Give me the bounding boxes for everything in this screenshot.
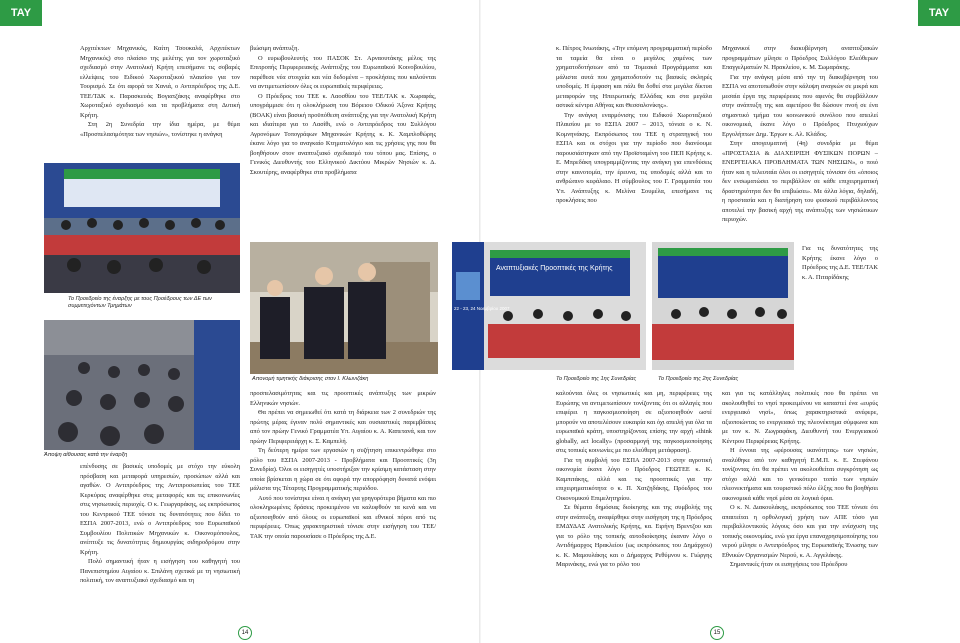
- paragraph: Θα πρέπει να σημειωθεί ότι κατά τη διάρκεια των 2 συνεδριών της πρώτης μέρας έγιναν πολύ σημαντικές και ουσιαστικές παρεμβάσεις από τον πρώην Γενικό Γραμματέα Υπ. Αιγαίου κ. Α. Καπετανά, και τον πρώην Περιφερειάρχη κ. Σ. Καμπελή.: [250, 409, 436, 445]
- paragraph: και για τις κατάλληλες πολιτικές που θα πρέπει να ακολουθηθεί το νησί προκειμένου να καταστεί ένα «ευρύς ενεργειακό νησί», όπως χαρακτηριστικά ανέφερε, αξιοποιώντας το ενεργειακό της πλεονέκτημα σύμφωνα και με τον κ. Ν. Ζωγραφάκη, Διευθυντή του Ενεργειακού Κέντρου Περιφέρειας Κρήτης.: [722, 390, 878, 445]
- photo-svg: [652, 242, 794, 370]
- screen-text: 22 - 23, 24 Νοεμβρίου 2007: [454, 306, 510, 311]
- caption-photo-4: Το Προεδρείο της 1ης Συνεδρίας: [556, 376, 637, 382]
- caption-photo-1: Το Προεδρείο της έναρξης με τους Προέδρους των ΔΕ των συμμετεχόντων Τμημάτων: [68, 296, 212, 310]
- page-number-left: 14: [238, 626, 252, 640]
- column-2-top: [250, 44, 436, 177]
- photo-award: [250, 242, 438, 374]
- photo-svg: [44, 320, 240, 450]
- paragraph: Αυτό που τονίστηκε είναι η ανάγκη για γρηγορότερα βήματα και πιο ολοκληρωμένες δράσεις προκειμένου να καλυφθούν τα κενά και να αξιοποιηθούν από όλους οι ευρωπαϊκοί και εθνικοί πόροι από τις περιφέρειες. Όπως χαρακτηριστικά τόνισε στην εισήγηση του ΤΕΕ/ΤΑΚ την οποία παρουσίασε ο Πρόεδρος της Δ.Ε.: [250, 494, 436, 540]
- paragraph: επένδυσης σε βασικές υποδομές με στόχο την εύκολη πρόσβαση και μεταφορά υπηρεσιών, προσώπων αλλά και αγαθών. Ο Αντιπρόεδρος της Αντιπροσωπείας του ΤΕΕ Κερκύρας αναφέρθηκε στις μεταφορές και τις επικοινωνίες στις νησιωτικές περιοχές. Ο κ. Γεωργαράκης, ως εκπρόσωπος του Κεντρικού ΤΕΕ τόνισε τις δυνατότητες που δίδει το ΕΣΠΑ 2007-2013, ενώ ο Αντιπρόεδρος του Ευρωπαϊκού Συμβουλίου Πολιτικών Μηχανικών κ. Οικονομόπουλος, ανέπτυξε τις δυνατότητες δημιουργίας σιδηροδρόμου στην Κρήτη.: [80, 463, 240, 556]
- column-4-narrow: [802, 244, 878, 282]
- column-1-top: [80, 44, 240, 139]
- section-tag-right: ΤΑΥ: [918, 0, 960, 26]
- paragraph: Στην απογευματινή (4η) συνεδρία με θέμα «ΠΡΟΣΤΑΣΙΑ & ΔΙΑΧΕΙΡΙΣΗ ΦΥΣΙΚΩΝ ΠΟΡΩΝ – ΕΝΕΡΓΕΙΑΚΑ ΠΡΟΒΛΗΜΑΤΑ ΤΩΝ ΝΗΣΙΩΝ», ο ποιό ήταν και η τελευταία όλοι οι εισηγητές τόνισαν ότι «όποιος δεν ενσωματώσει το περιβάλλον σε κάθε επιχειρηματική δραστηριότητα δεν θα επιβιώσει». Με άλλα λόγια, δηλαδή, η προστασία και η διατήρηση του φυσικού περιβάλλοντος αποτελεί την βασική αρχή της ανάπτυξης των νησιώτικων περιοχών.: [722, 140, 878, 223]
- paragraph: καλούνται όλες οι νησιωτικές και μη, περιφέρειες της Ευρώπης να αντιμετωπίσουν τονίζοντας ότι οι αλλαγές που επιφέρει η παγκοσμιοποίηση σε αξιοποιηθούν ωστέ μπορούν να αποτελέσουν ευκαιρία και όχι απειλή για όλα τα ευρωπαϊκά κράτη, υποστηρίζοντας επίσης την αρχή «think globally, act locally» (προσαρμογή της παγκοσμιοποίησης στις τοπικές κοινωνίες με πιο ελεύθερη μετάφραση).: [556, 390, 712, 454]
- photo-session-1: [452, 242, 646, 370]
- photo-presidium-opening: [44, 163, 240, 293]
- column-1-bottom: [80, 462, 240, 586]
- paragraph: Σε θέματα δημόσιας διοίκησης και της συμβολής της στην ανάπτυξη, αναφέρθηκε στην εισήγηση της η Πρόεδρος ΕΜΔΥΔΑΣ Ανατολικής Κρήτης, κα. Ειρήνη Βρεντζου και για το ρόλο της τοπικής αυτοδιοίκησης έκαναν λόγο ο Αντιδήμαρχος Ηρακλείου (ως εκπρόσωπος του Δημάρχου) κ. Κ. Μαμουλάκης και ο Δήμαρχος Ρεθύμνου κ. Γιώργης Μαρινάκης, ενώ για το ρόλο του: [556, 504, 712, 568]
- photo-session-2: [652, 242, 794, 370]
- section-tag-left: ΤΑΥ: [0, 0, 42, 26]
- paragraph: Την ανάγκη εναρμόνισης του Ειδικού Χωροταξικού Πλαισίου με το ΕΣΠΑ 2007 – 2013, τόνισε ο κ. Ν. Κομνηνάκης. Εκπρόσωπος του ΤΕΕ η στρατηγική του ΕΣΠΑ και οι στόχοι για την περίοδο που διανύουμε παρουσιάστηκαν από την Προϊσταμένη του ΠΕΠ Κρήτης κ. Ε. Μπρεδάκη υπογραμμίζοντας την ανάγκη για επενδύσεις στην καινοτομία, την έρευνα, τις υποδομές αλλά και το ανθρώπινο κεφάλαιο. Η σύμβουλος του Γ. Γραμματέα του Υπ. Ανάπτυξης κ. Μελίνα Σουμέλα, επεσήμανε τις προκλήσεις που: [556, 111, 712, 204]
- paragraph: Για τη συμβολή του ΕΣΠΑ 2007-2013 στην αγροτική οικονομία έκανε λόγο ο Πρόεδρος ΓΕΩΤΕΕ κ. Κ. Καμπιτάκης, αλλά και τις προοπτικές για την επιχειρηματικότητα ο κ. Π. Χατζηδάκης, Πρόεδρος του Οικονομικού Επιμελητηρίου.: [556, 456, 712, 502]
- paragraph: Πολύ σημαντική ήταν η εισήγηση του καθηγητή του Πανεπιστημίου Αιγαίου κ. Σπιλάνη σχετικά με τη νησιωτική πολιτική, τον αναπτυξιακό σχεδιασμό και τη: [80, 558, 240, 584]
- paragraph: Η έννοια της «φέρουσας ικανότητας» των νησιών, αναλύθηκε από τον καθηγητή Ε.Μ.Π. κ. Ε. Στεφάνου τονίζοντας ότι θα πρέπει να ακολουθείται συγκρότηση ως στόχο αλλά και το γενικότερο τοπίο των νησιών πλεονεκτήματα και τουριστικό πόλο έλξης που θα βοηθήσει οικονομικά κάθε νησί μέσα σε λογικά όρια.: [722, 447, 878, 502]
- banner-text: Αναπτυξιακές Προοπτικές της Κρήτης: [496, 265, 613, 272]
- paragraph: Αρχιτέκτων Μηχανικός, Καίτη Τσουκαλά, Αρχιτέκτων Μηχανικός) στο πλαίσιο της μελέτης για τον χωροταξικό σχεδιασμό στην Ανατολική Κρήτη επεσήμανε τις σοβαρές ελλείψεις του Ειδικού Χωροταξικού πλαισίου για τον Τουρισμό. Σε ότι αφορά τα Χανιά, ο Αντιπρόεδρος της Δ.Ε. ΤΕΕ/ΤΔΚ κ. Παρασκευάς Βογιατζάκης αναφέρθηκε στο Χωροταξικό σχεδιασμό και τα προβλήματα στη Δυτική Κρήτη.: [80, 45, 240, 119]
- paragraph: Για την ανάγκη μέσα από την τη διακυβέρνηση του ΕΣΠΑ να αποτυπωθούν στην κάλυψη αναγκών σε μικρά και μεσαία έργα της περιφέρειας που αφενός θα συμβάλλουν στην ανάπτυξη της και αφετέρου θα δώσουν πνοή σε ένα σημαντικό τμήμα του κοινωνικού συνόλου που απειλεί οικονομικά, έκανε λόγο ο Πρόεδρος Πτυχιούχων Εργολήπτων Δημ. Έργων κ. Αλ. Κλάδος.: [722, 73, 878, 138]
- paragraph: Για τις δυνατότητες της Κρήτης έκανε λόγο ο Πρόεδρος της Δ.Ε. ΤΕΕ/ΤΑΚ κ. Α. Πιταρίδάκης: [802, 245, 878, 281]
- caption-photo-2: Άποψη αίθουσας κατά την έναρξη: [44, 452, 128, 458]
- column-3-top: [556, 44, 712, 206]
- paragraph-highlight: κ. Πέτρος Ινιωτάκης, «Την επόμενη προγραμματική περίοδο τα ταμεία θα είναι ο μεγάλος χαμένος των χρηματοδοτήσεων από τα Τομεακά Προγράμματα και μάλιστα αυτά που χρηματοδοτούν τις βασικές σκληρές υποδομές. Η έμφαση και πάλι θα δοθεί στα μεγάλα δίκτυα μεταφορών της Ηπειρωτικής Ελλάδας και στα μεγάλα αστικά κέντρα Αθήνας και Θεσσαλονίκης».: [556, 45, 712, 109]
- page-number-right: 15: [710, 626, 724, 640]
- paragraph: Στη 2η Συνεδρία την ίδια ημέρα, με θέμα «Προσπελασιμότητα των νησιών», τονίστηκε η ανάγκη: [80, 121, 240, 138]
- column-2-bottom: [250, 389, 436, 541]
- photo-svg: [452, 242, 646, 370]
- paragraph: Τη δεύτερη ημέρα των εργασιών η συζήτηση επικεντρώθηκε στο ρόλο του ΕΣΠΑ 2007-2013 - Προβλήματα και Προοπτικές (3η Συνεδρία). Όλοι οι εισηγητές υποστήριξαν την κρίσιμη κατάσταση στην οποία βρίσκεται η χώρα σε ότι αφορά την απορρόφηση δυνατά ενόψει μάλιστα της Τέταρτης Προγραμματικής περιόδου.: [250, 447, 436, 492]
- caption-photo-5: Το Προεδρείο της 2ης Συνεδρίας: [658, 376, 739, 382]
- column-4-bottom: [722, 389, 878, 570]
- photo-audience: [44, 320, 240, 450]
- column-4-top: [722, 44, 878, 225]
- column-3-bottom: [556, 389, 712, 570]
- paragraph: Σημαντικές ήταν οι εισηγήσεις του Πρόεδρου: [730, 561, 848, 568]
- paragraph: Μηχανικοί στην διακυβέρνηση αναπτυξιακών προγραμμάτων μίλησε ο Πρόεδρος Συλλόγου Ελεύθερων Επαγγελματιών Ν. Ηρακλείου, κ. Μ. Σωμαράκης.: [722, 45, 878, 71]
- caption-photo-3: Απονομή τιμητικής διάκρισης στον Ι. Κλωνιζάκη: [252, 376, 369, 382]
- photo-svg: [250, 242, 438, 374]
- photo-svg: [44, 163, 240, 293]
- paragraph: Ο ευρωβουλευτής του ΠΑΣΟΚ Στ. Αρναουτάκης μέλος της Επιτροπής Περιφερειακής Ανάπτυξης του Ευρωπαϊκού Κοινοβουλίου, παρέθεσε νέα στοιχεία και νέα δεδομένα – προκλήσεις που καλούνται να αντιμετωπίσουν όλες οι ευρωπαϊκές περιφέρειες.: [250, 54, 436, 90]
- paragraph: βιώσιμη ανάπτυξη.: [250, 45, 300, 52]
- paragraph: Ο κ. Ν. Διακουλάκης, εκπρόσωπος του ΤΕΕ τόνισε ότι απαιτείται η ορθολογική χρήση των ΑΠΕ τόσο για περιβαλλοντικούς λόγους όσο και για την ενίσχυση της τοπικής οικονομίας, ενώ για έργα επαναχρησιμοποίησης του νερού μίλησε ο Αντιπρόεδρος της Ευρωπαϊκής Ένωσης των Εθνικών Οργανισμών Νερού, κ. Α. Αγγελάκης.: [722, 504, 878, 559]
- paragraph: Ο Πρόεδρος του ΤΕΕ κ. Λαοσθίου του ΤΕΕ/ΤΑΚ κ. Χωραφάς, υπογράμμισε ότι η ολοκλήρωση του Βόρειου Οδικού Άξονα Κρήτης (ΒΟΑΚ) είναι βασική προϋπόθεση ανάπτυξης για την Ανατολική Κρήτη και ιδιαίτερα για το Λασίθι, ενώ ο Αντιπρόεδρος του Συλλόγου Αγρονόμων Τοπογράφων Μηχανικών Κρήτης κ. Κ. Χαμπλοθώρης έκανε λόγο για το αναγκαίο Κτηματολόγιο και τις χρήσεις γης που θα βοηθήσουν στον αναπτυξιακό σχεδιασμό του τόπου μας. Επίσης, ο Γενικός Διευθυντής του Ελληνικού Δικτύου Μικρών Νησιών κ. Δ. Σκουτέρης, αναφέρθηκε στα προβλήματα: [250, 92, 436, 176]
- paragraph: προσπελασιμότητας και τις προοπτικές ανάπτυξης των μικρών Ελληνικών νησιών.: [250, 390, 436, 407]
